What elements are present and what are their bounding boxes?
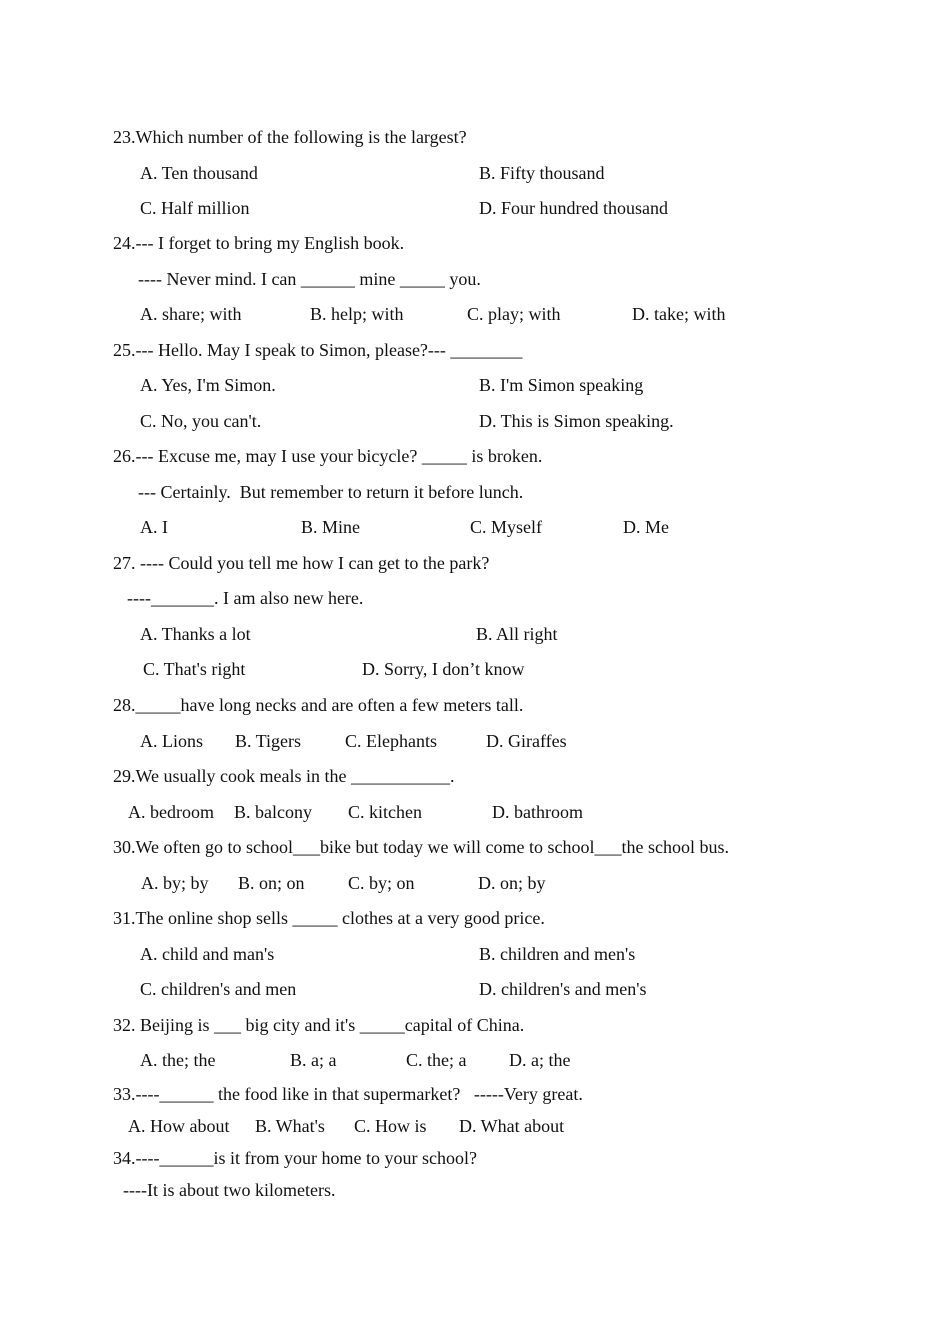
question-23-option-c: C. Half million [140,198,250,218]
question-33-stem: 33.----______ the food like in that supermarket? -----Very great. [113,1084,583,1104]
question-32-option-d: D. a; the [509,1050,571,1070]
question-25-option-b: B. I'm Simon speaking [479,375,644,395]
question-26-option-b: B. Mine [301,517,361,537]
question-26-reply: --- Certainly. But remember to return it before lunch. [138,482,524,502]
question-32-option-c: C. the; a [406,1050,467,1070]
question-25-option-a: A. Yes, I'm Simon. [140,375,276,395]
question-24-option-c: C. play; with [467,304,561,324]
question-29-stem: 29.We usually cook meals in the ___________. [113,766,455,786]
question-28-option-c: C. Elephants [345,731,437,751]
question-28-option-b: B. Tigers [235,731,302,751]
question-31-option-a: A. child and man's [140,944,275,964]
question-30-stem: 30.We often go to school___bike but today we will come to school___the school bus. [113,837,729,857]
question-25-stem: 25.--- Hello. May I speak to Simon, please?--- ________ [113,340,523,360]
question-26-option-d: D. Me [623,517,669,537]
question-30-option-d: D. on; by [478,873,546,893]
question-27-option-b: B. All right [476,624,558,644]
question-31-option-d: D. children's and men's [479,979,647,999]
question-29-option-b: B. balcony [234,802,312,822]
question-24-option-a: A. share; with [140,304,242,324]
question-25-option-d: D. This is Simon speaking. [479,411,674,431]
question-31-stem: 31.The online shop sells _____ clothes at a very good price. [113,908,545,928]
question-33-option-b: B. What's [255,1116,325,1136]
question-31-option-b: B. children and men's [479,944,636,964]
question-25-option-c: C. No, you can't. [140,411,262,431]
question-34-reply: ----It is about two kilometers. [123,1180,336,1200]
question-26-option-c: C. Myself [470,517,542,537]
question-27-option-c: C. That's right [143,659,246,679]
question-27-option-a: A. Thanks a lot [140,624,251,644]
question-33-option-c: C. How is [354,1116,427,1136]
question-24-reply: ---- Never mind. I can ______ mine _____ you. [138,269,481,289]
question-31-option-c: C. children's and men [140,979,297,999]
question-29-option-c: C. kitchen [348,802,422,822]
question-33-option-a: A. How about [128,1116,230,1136]
question-24-stem: 24.--- I forget to bring my English book. [113,233,405,253]
question-32-option-a: A. the; the [140,1050,216,1070]
question-23-stem: 23.Which number of the following is the largest? [113,127,467,147]
question-28-stem: 28._____have long necks and are often a few meters tall. [113,695,524,715]
question-29-option-d: D. bathroom [492,802,583,822]
question-27-option-d: D. Sorry, I don’t know [362,659,525,679]
question-30-option-a: A. by; by [141,873,209,893]
question-28-option-d: D. Giraffes [486,731,567,751]
question-30-option-b: B. on; on [238,873,305,893]
question-26-stem: 26.--- Excuse me, may I use your bicycle? _____ is broken. [113,446,543,466]
question-30-option-c: C. by; on [348,873,415,893]
question-23-option-a: A. Ten thousand [140,163,258,183]
question-23-option-d: D. Four hundred thousand [479,198,668,218]
question-29-option-a: A. bedroom [128,802,214,822]
question-32-stem: 32. Beijing is ___ big city and it's _____capital of China. [113,1015,525,1035]
question-26-option-a: A. I [140,517,168,537]
question-28-option-a: A. Lions [140,731,203,751]
question-23-option-b: B. Fifty thousand [479,163,605,183]
question-34-stem: 34.----______is it from your home to your school? [113,1148,477,1168]
question-24-option-d: D. take; with [632,304,726,324]
question-33-option-d: D. What about [459,1116,565,1136]
question-24-option-b: B. help; with [310,304,404,324]
question-32-option-b: B. a; a [290,1050,337,1070]
question-27-reply: ----_______. I am also new here. [127,588,364,608]
question-27-stem: 27. ---- Could you tell me how I can get to the park? [113,553,490,573]
